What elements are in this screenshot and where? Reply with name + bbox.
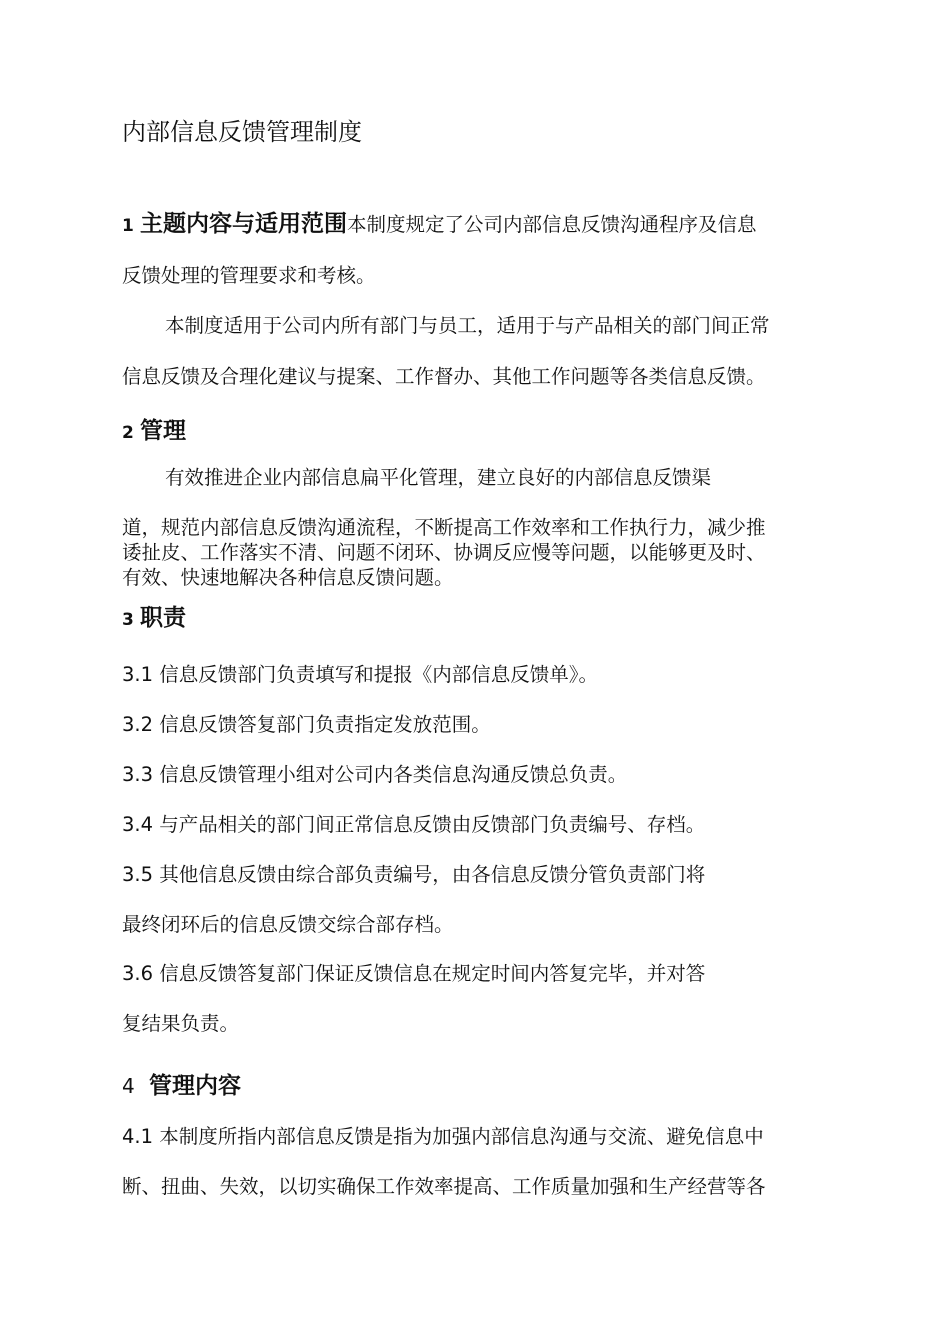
section-1-line-3: 本制度适用于公司内所有部门与员工，适用于与产品相关的部门间正常 bbox=[165, 314, 770, 337]
section-3-item-5-line-1: 3.5 其他信息反馈由综合部负责编号，由各信息反馈分管负责部门将 bbox=[122, 863, 706, 886]
section-2-heading: 管理 bbox=[140, 418, 187, 444]
section-2-heading-line bbox=[122, 417, 186, 445]
section-2-line-2: 道，规范内部信息反馈沟通流程，不断提高工作效率和工作执行力，减少推 bbox=[122, 516, 766, 539]
section-3-item-3: 3.3 信息反馈管理小组对公司内各类信息沟通反馈总负责。 bbox=[122, 763, 628, 786]
section-4-item-1-line-1: 4.1 本制度所指内部信息反馈是指为加强内部信息沟通与交流、避免信息中 bbox=[122, 1125, 764, 1148]
section-1-line-4: 信息反馈及合理化建议与提案、工作督办、其他工作问题等各类信息反馈。 bbox=[122, 365, 766, 388]
section-3-item-6-line-1: 3.6 信息反馈答复部门保证反馈信息在规定时间内答复完毕，并对答 bbox=[122, 962, 706, 985]
section-2-line-4: 有效、快速地解决各种信息反馈问题。 bbox=[122, 566, 454, 589]
section-3-heading-line bbox=[122, 604, 186, 632]
document-title: 内部信息反馈管理制度 bbox=[122, 118, 362, 146]
section-4-heading-line bbox=[122, 1072, 241, 1100]
section-1-heading: 主题内容与适用范围 bbox=[140, 211, 348, 237]
section-4-number: 4 bbox=[122, 1074, 135, 1098]
section-2-line-1: 有效推进企业内部信息扁平化管理，建立良好的内部信息反馈渠 bbox=[165, 466, 712, 489]
section-3-item-4: 3.4 与产品相关的部门间正常信息反馈由反馈部门负责编号、存档。 bbox=[122, 813, 706, 836]
section-1-first-line bbox=[122, 210, 757, 238]
section-2-number: 2 bbox=[122, 423, 134, 443]
section-3-item-2: 3.2 信息反馈答复部门负责指定发放范围。 bbox=[122, 713, 491, 736]
section-3-item-5-line-2: 最终闭环后的信息反馈交综合部存档。 bbox=[122, 913, 454, 936]
section-1-text: 本制度规定了公司内部信息反馈沟通程序及信息 bbox=[347, 213, 757, 236]
section-3-heading: 职责 bbox=[140, 605, 187, 631]
section-1-line-2: 反馈处理的管理要求和考核。 bbox=[122, 264, 376, 287]
section-1-number: 1 bbox=[122, 216, 134, 236]
section-2-line-3: 诿扯皮、工作落实不清、问题不闭环、协调反应慢等问题，以能够更及时、 bbox=[122, 541, 766, 564]
section-4-item-1-line-2: 断、扭曲、失效，以切实确保工作效率提高、工作质量加强和生产经营等各 bbox=[122, 1175, 766, 1198]
section-4-heading: 管理内容 bbox=[148, 1073, 241, 1099]
section-3-number: 3 bbox=[122, 610, 134, 630]
section-3-item-1: 3.1 信息反馈部门负责填写和提报《内部信息反馈单》。 bbox=[122, 663, 598, 686]
section-3-item-6-line-2: 复结果负责。 bbox=[122, 1012, 240, 1035]
